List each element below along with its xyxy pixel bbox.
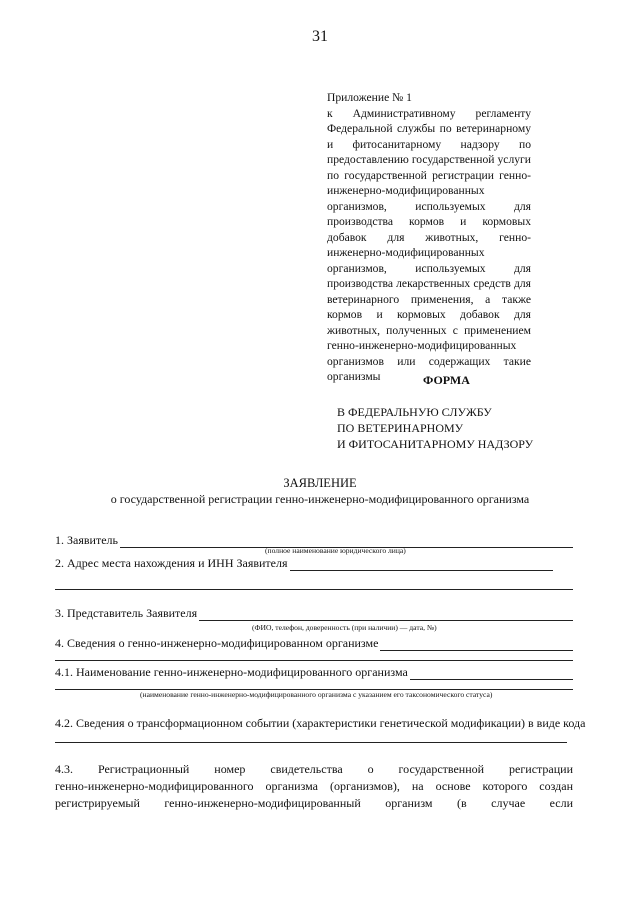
document-subtitle: о государственной регистрации генно-инженерно-модифицированного организма [110,492,530,506]
gmo-name-hint: (наименование генно-инженерно-модифицированного организма с указанием его таксономического статуса) [140,690,493,699]
appendix-text: к Административному регламенту Федеральной службы по ветеринарному и фитосанитарному надзору по предоставлению государственной услуги по государственной регистрации генно-инженерно-модифицированных организмов, используемых для производства кормов и кормовых добавок для животных, генно-инженерно-модифицированных организмов, используемых для производства лекарственных средств для ветеринарного применения, а также кормов и кормовых добавок для животных, полученных с применением генно-инженерно-модифицированных организмов или содержащих такие организмы [327,106,531,383]
registration-line-2: генно-инженерно-модифицированного организма (организмов), на основе которого создан [55,779,573,793]
gmo-name-label: 4.1. Наименование генно-инженерно-модифицированного организма [55,665,408,679]
registration-line-1: 4.3. Регистрационный номер свидетельства о государственной регистрации [55,762,573,776]
gmo-info-extra-line[interactable] [55,660,573,661]
gmo-name-field [55,665,573,680]
registration-number-paragraph [55,761,573,812]
appendix-block [327,90,531,385]
applicant-label: 1. Заявитель [55,533,118,547]
address-field [55,556,553,571]
representative-hint: (ФИО, телефон, доверенность (при наличии) — дата, №) [252,623,437,632]
addressee-block [337,404,533,452]
representative-line[interactable] [199,608,573,621]
form-label: ФОРМА [423,373,470,387]
registration-line-3: регистрируемый генно-инженерно-модифицированный организм (в случае если [55,796,573,810]
address-line[interactable] [290,558,553,571]
addressee-line-1: В ФЕДЕРАЛЬНУЮ СЛУЖБУ [337,405,492,419]
transformation-label: 4.2. Сведения о трансформационном событии (характеристики генетической модификации) в виде кода [55,716,586,730]
addressee-line-3: И ФИТОСАНИТАРНОМУ НАДЗОРУ [337,437,534,451]
address-label: 2. Адрес места нахождения и ИНН Заявителя [55,556,288,570]
gmo-info-line[interactable] [380,638,573,651]
representative-label: 3. Представитель Заявителя [55,606,198,620]
page-number: 31 [312,28,328,45]
appendix-title: Приложение № 1 [327,91,412,104]
gmo-name-line[interactable] [410,667,573,680]
applicant-hint: (полное наименование юридического лица) [265,546,406,555]
gmo-info-label: 4. Сведения о генно-инженерно-модифицированном организме [55,636,379,650]
representative-field [55,606,573,621]
document-title: ЗАЯВЛЕНИЕ [283,476,357,490]
addressee-line-2: ПО ВЕТЕРИНАРНОМУ [337,421,464,435]
gmo-info-field [55,636,573,651]
address-extra-line[interactable] [55,589,573,590]
transformation-line[interactable] [55,742,567,743]
transformation-field [55,716,586,731]
